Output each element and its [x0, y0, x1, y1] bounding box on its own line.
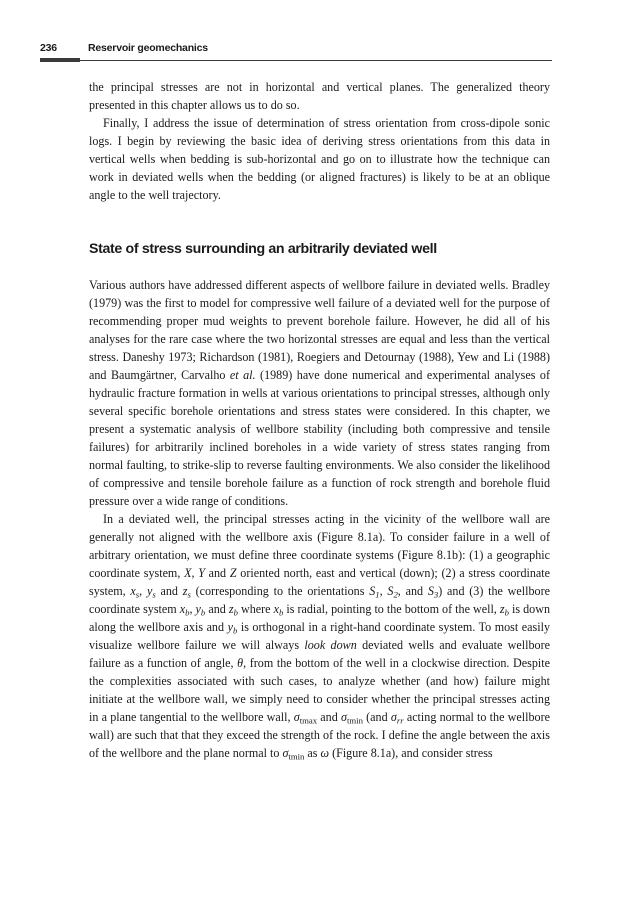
math-sigma-tmin: $\sigma_{tmin}$ — [282, 746, 305, 762]
math-x-s: $x_s$ — [130, 584, 140, 600]
math-y-s: $y_s$ — [146, 584, 156, 600]
math-symbol: Y — [198, 566, 205, 580]
paragraph-text: , — [379, 584, 388, 598]
math-y-b: $y_b$ — [195, 602, 206, 618]
math-symbol: Z — [229, 566, 237, 580]
paragraph-text: as — [304, 746, 321, 760]
math-sigma-rr: $\sigma_{rr}$ — [390, 710, 404, 726]
paragraph-text: deviated wells and evaluate wellbore failure as a function of angle, — [89, 638, 550, 670]
math-z-s: $z_s$ — [182, 584, 191, 600]
math-s3: $S_3$ — [427, 584, 439, 600]
running-head — [40, 42, 552, 58]
paragraph-text: is down along the wellbore axis and — [89, 602, 551, 634]
math-theta: θ — [237, 656, 244, 670]
paragraph-text: (and — [362, 710, 391, 724]
et-al-italic: et al. — [229, 368, 256, 382]
paragraph-text: (corresponding to the orientations — [190, 584, 370, 598]
paragraph-text: (1989) have done numerical and experimental analyses of hydraulic fracture formation in wells at various orientations to principal stresses, although only several specific borehole orientations and stress states were considered. In this chapter, we present a systematic analysis of wellbore stability (including both compressive and tensile failures) for arbitrarily inclined boreholes in a wide variety of stress states ranging from normal faulting, to strike-slip to reverse faulting environments. We also consider the likelihood of compressive and tensile borehole failure as a function of rock strength and borehole fluid pressure over a wide range of conditions. — [89, 368, 550, 508]
section-paragraph-1 — [89, 276, 550, 510]
look-down-italic: look down — [304, 638, 357, 652]
paragraph-text: is orthogonal in a right-hand coordinate system. To most easily visualize wellbore failure we will always — [89, 620, 550, 652]
section-heading: State of stress surrounding an arbitrarily deviated well — [89, 241, 437, 257]
paragraph-text: , — [189, 602, 196, 616]
paragraph-text: oriented north, east and vertical (down); (2) a stress coordinate system, — [89, 566, 551, 598]
paragraph-text: and — [317, 710, 341, 724]
intro-text — [89, 78, 550, 204]
page-number: 236 — [40, 42, 57, 54]
intro-paragraph-2: Finally, I address the issue of determination of stress orientation from cross-dipole sonic logs. I begin by reviewing the basic idea of deriving stress orientations from this data in vertical wells when bedding is sub-horizontal and go on to illustrate how the technique can work in deviated wells when the bedding (or aligned fractures) is likely to be at an oblique angle to the well trajectory. — [89, 116, 550, 202]
paragraph-text: , and — [397, 584, 428, 598]
paragraph-text: where — [237, 602, 274, 616]
math-symbol: X — [184, 566, 192, 580]
math-sigma-tmax: $\sigma_{tmax}$ — [293, 710, 318, 726]
math-s2: $S_2$ — [387, 584, 398, 600]
paragraph-text: is radial, pointing to the bottom of the well, — [283, 602, 500, 616]
paragraph-text: In a deviated well, the principal stresses acting in the vicinity of the wellbore wall are generally not aligned with the wellbore axis (Figure 8.1a). To consider failure in a well of arbitrary orientation, we must define three coordinate systems (Figure 8.1b): (1) a geographic coordinate system, — [89, 512, 550, 580]
math-y-b: $y_b$ — [227, 620, 238, 636]
math-omega: ω — [320, 746, 330, 760]
intro-paragraph-1: the principal stresses are not in horizontal and vertical planes. The generalized theory presented in this chapter allows us to do so. — [89, 80, 550, 112]
math-sigma-tmin: $\sigma_{tmin}$ — [341, 710, 363, 726]
math-x-b: $x_b$ — [179, 602, 190, 618]
section-paragraph-2 — [89, 510, 550, 762]
paragraph-text: , — [139, 584, 147, 598]
paragraph-text: (Figure 8.1a), and consider stress — [329, 746, 493, 760]
paragraph-text: Various authors have addressed different aspects of wellbore failure in deviated wells. Bradley (1979) was the first to model for compressive well failure of a deviated well for the purpose of recommending proper mud weights to prevent borehole failure. However, he did all of his analyses for the rare case where the two horizontal stresses are equal and less than the vertical stress. Daneshy 1973; Richardson (1981), Roegiers and Detournay (1988), Yew and Li (1988) and Baumgärtner, Carvalho — [89, 278, 550, 382]
section-body — [89, 276, 550, 762]
paragraph-text: and — [204, 566, 230, 580]
paragraph-text: and — [155, 584, 183, 598]
paragraph-text: , from the bottom of the well in a clockwise direction. Despite the complexities associated with such cases, to analyze whether (and how) failure might initiate at the wellbore wall, we simply need to consider whether the principal stresses acting in a plane tangential to the wellbore wall, — [89, 656, 550, 724]
paragraph-text: acting normal to the wellbore wall) are such that that they exceed the strength of the rock. I define the angle between the axis of the wellbore and the plane normal to — [89, 710, 550, 760]
header-rule — [40, 60, 552, 61]
math-z-b: $z_b$ — [499, 602, 509, 618]
running-title: Reservoir geomechanics — [88, 42, 208, 54]
math-s1: $S_1$ — [369, 584, 380, 600]
math-x-b: $x_b$ — [273, 602, 284, 618]
paragraph-text: , — [191, 566, 199, 580]
paragraph-text: ) and (3) the wellbore coordinate system — [89, 584, 550, 616]
math-z-b: $z_b$ — [228, 602, 238, 618]
paragraph-text: and — [205, 602, 229, 616]
